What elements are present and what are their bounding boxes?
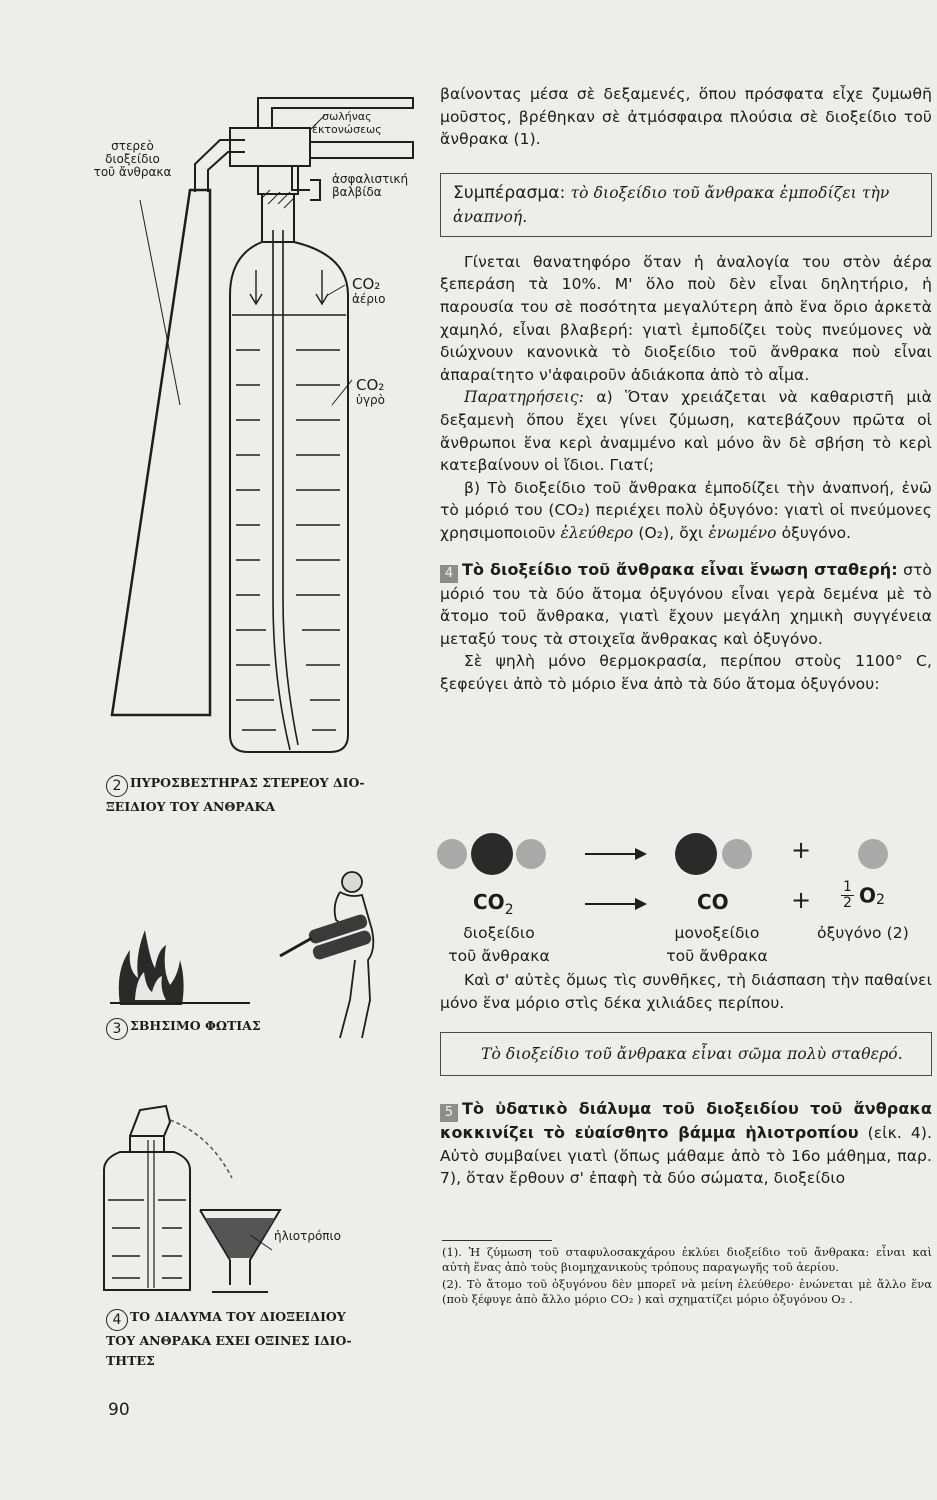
remarks-b-part3: ὀξυγόνο. (781, 523, 852, 542)
remarks-b-part1: β) Τὸ διοξείδιο τοῦ ἄνθρακα ἐμποδίζει τὴν ἀναπνοή, ἐνῶ τὸ μόριό του (CO₂) περιέχει πολὺ ὀξυγόνο: γιατὶ οἱ πνεύμονες χρησιμοποιοῦν (440, 478, 932, 542)
formula-co: CO (697, 890, 729, 914)
caption-3-number: 3 (106, 1018, 128, 1040)
formula-half-o2 (841, 880, 885, 911)
caption-4-text-l1: ΤΟ ΔΙΑΛΥΜΑ ΤΟΥ ΔΙΟΞΕΙΔΙΟΥ (130, 1309, 346, 1324)
label-litmus: ἡλιοτρόπιο (274, 1229, 341, 1243)
caption-figure-2 (106, 773, 426, 817)
label-discharge-tube (312, 110, 382, 136)
paragraph-6: Καὶ σ' αὐτὲς ὅμως τὶς συνθῆκες, τὴ διάσπαση τὴν παθαίνει μόνο ἕνα μόριο στὶς δέκα χιλιάδες περίπου. (440, 971, 932, 1012)
remarks-a: α) Ὅταν χρειάζεται νὰ καθαριστῆ μιὰ δεξαμενὴ ὅπου ἔχει γίνει ζύμωση, κατεβάζουν πρῶτα οἱ ἄνθρωποι ἕνα κερὶ ἀναμμένο καὶ μόνο ἂν δὲ σβήση τὸ κερὶ κατεβαίνουν οἱ ἴδιοι. Γιατί; (440, 388, 932, 475)
text-column (440, 83, 932, 695)
fraction-numerator: 1 (843, 879, 852, 895)
name-co2-l1: διοξείδιο (463, 924, 535, 942)
equation-arrow-2 (583, 894, 653, 914)
formula-co2-main: CO (473, 890, 505, 914)
remarks-b-combined: ἑνωμένο (708, 523, 777, 542)
section-5-body: Αὐτὸ συμβαίνει γιατὶ (ὅπως μάθαμε ἀπὸ τὸ 16ο μάθημα, παρ. 7), ὅταν ἔρθουν σ' ἐπαφὴ τὰ δύο σώματα, διοξείδιο (440, 1146, 932, 1188)
caption-3-text: ΣΒΗΣΙΜΟ ΦΩΤΙΑΣ (130, 1018, 261, 1033)
carbon-atom (675, 833, 717, 875)
paragraph-5: Σὲ ψηλὴ μόνο θερμοκρασία, περίπου στοὺς 1100° C, ξεφεύγει ἀπὸ τὸ μόριο ἕνα ἀπὸ τὰ δύο ἄτομα ὀξυγόνου: (440, 652, 932, 693)
caption-4-text-l2: ΤΟΥ ΑΝΘΡΑΚΑ ΕΧΕΙ ΟΞΙΝΕΣ ΙΔΙΟ- (106, 1333, 352, 1348)
formula-o2-sub: 2 (876, 892, 885, 909)
label-solid-co2-l1: στερεὸ (111, 139, 154, 153)
equation-plus-2: + (791, 886, 812, 914)
oxygen-atom (516, 839, 546, 869)
label-solid-co2 (80, 140, 185, 179)
name-co-l2: τοῦ ἄνθρακα (666, 946, 768, 965)
section-5-number: 5 (440, 1104, 458, 1122)
fraction-half (841, 880, 854, 911)
figure-litmus-siphon (100, 1100, 400, 1300)
stability-box: Τὸ διοξείδιο τοῦ ἄνθρακα εἶναι σῶμα πολὺ σταθερό. (440, 1032, 932, 1076)
section-4-number: 4 (440, 565, 458, 583)
remarks-heading: Παρατηρήσεις: (464, 388, 585, 407)
formula-o2-main: O (859, 883, 877, 908)
footnote-rule (442, 1240, 552, 1241)
caption-figure-4 (106, 1307, 426, 1371)
paragraph-1: βαίνοντας μέσα σὲ δεξαμενές, ὅπου πρόσφατα εἶχε ζυμωθῆ μοῦστος, βρέθηκαν σὲ ἀτμόσφαιρα πλούσια σὲ διοξείδιο τοῦ ἄνθρακα (1). (440, 85, 932, 149)
section-4-heading: Τὸ διοξείδιο τοῦ ἄνθρακα εἶναι ἕνωση σταθερή: (462, 559, 898, 579)
section-5-ref: (εἰκ. 4). (867, 1124, 932, 1143)
label-liquid-l1: CO₂ (356, 376, 385, 394)
paragraph-2: Γίνεται θανατηφόρο ὅταν ἡ ἀναλογία του στὸν ἀέρα ξεπεράση τὰ 10%. Μ' ὅλο ποὺ δὲν εἶναι δηλητήριο, ἡ παρουσία του σὲ ποσότητα μεγαλύτερη ἀπὸ ἕνα ὅριο ἀρκετὰ χαμηλό, εἶναι βλαβερή: γιατὶ ἐμποδίζει τοὺς πνεύμονες νὰ διώχνουν κανονικὰ τὸ διοξείδιο τοῦ ἄνθρακα ποὺ εἶναι ἀπαραίτητο ν'ἀφαιροῦν ἀδιάκοπα ἀπὸ τὸ αἷμα. (440, 252, 932, 384)
fraction-denominator: 2 (843, 895, 852, 911)
label-gas-l1: CO₂ (352, 275, 381, 293)
oxygen-atom (858, 839, 888, 869)
remarks-b-free: ἐλεύθερο (560, 523, 634, 542)
conclusion-text: τὸ διοξείδιο τοῦ ἄνθρακα ἐμποδίζει τὴν ἀναπνοή. (453, 183, 890, 226)
name-co2-l2: τοῦ ἄνθρακα (448, 946, 550, 965)
footnote-1: (1). Ἡ ζύμωση τοῦ σταφυλοσακχάρου ἐκλύει διοξείδιο τοῦ ἄνθρακα: εἶναι καὶ αὐτὴ ἕνας ἀπὸ τοὺς βιομηχανικοὺς τρόπους παραγωγῆς τοῦ ἀερίου. (442, 1245, 932, 1274)
label-gas-l2: ἀέριο (352, 292, 386, 306)
caption-4-text-l3: ΤΗΤΕΣ (106, 1353, 155, 1368)
conclusion-box (440, 173, 932, 237)
oxygen-atom (437, 839, 467, 869)
paragraph-3 (440, 386, 932, 476)
text-column-lower (440, 969, 932, 1190)
caption-2-text-l1: ΠΥΡΟΣΒΕΣΤΗΡΑΣ ΣΤΕΡΕΟΥ ΔΙΟ- (130, 775, 365, 790)
caption-4-line1 (106, 1307, 426, 1331)
formula-co2-sub: 2 (504, 902, 514, 918)
label-solid-co2-l2: διοξείδιο (105, 152, 160, 166)
equation-plus-1: + (791, 836, 812, 864)
caption-2-number: 2 (106, 775, 128, 797)
label-safety-valve (332, 173, 408, 199)
label-co2-liquid (356, 377, 385, 407)
oxygen-atom (722, 839, 752, 869)
label-co2-gas (352, 276, 385, 306)
section-4 (440, 559, 932, 651)
label-liquid-l2: ὑγρὸ (356, 393, 386, 407)
section-5 (440, 1098, 932, 1190)
name-co-l1: μονοξείδιο (674, 924, 760, 942)
paragraph-4 (440, 477, 932, 545)
label-valve-l2: βαλβίδα (332, 185, 382, 199)
label-valve-l1: ἀσφαλιστική (332, 172, 409, 186)
equation-names (435, 922, 930, 970)
caption-2-text-l2: ΞΕΙΔΙΟΥ ΤΟΥ ΑΝΘΡΑΚΑ (106, 799, 276, 814)
section-5-heading: Τὸ ὑδατικὸ διάλυμα τοῦ διοξειδίου τοῦ ἄνθρακα κοκκινίζει τὸ εὐαίσθητο βάμμα ἡλιοτροπίου (440, 1099, 932, 1143)
formula-co2 (473, 890, 514, 918)
footnotes (442, 1245, 932, 1307)
name-o2: ὀξυγόνο (2) (817, 924, 909, 942)
footnote-2: (2). Τὸ ἄτομο τοῦ ὀξυγόνου δὲν μπορεῖ νὰ μείνη ἐλεύθερο· ἑνώνεται μὲ ἄλλο ἕνα (ποὺ ξέφυγε ἀπὸ ἄλλο μόριο CO₂ ) καὶ σχηματίζει μόριο ὀξυγόνου O₂ . (442, 1277, 932, 1306)
remarks-b-part2: (O₂), ὄχι (638, 523, 704, 542)
conclusion-heading: Συμπέρασμα: (453, 182, 566, 203)
equation-formulas (435, 879, 930, 924)
figure-fire-extinguishing (100, 860, 420, 1040)
label-tube-l1: σωλήνας (322, 110, 372, 123)
caption-2-line1 (106, 773, 426, 797)
name-co (657, 922, 777, 967)
label-tube-l2: ἐκτονώσεως (312, 123, 382, 136)
name-co2 (439, 922, 559, 967)
caption-4-number: 4 (106, 1309, 128, 1331)
page-number: 90 (108, 1400, 130, 1420)
carbon-atom (471, 833, 513, 875)
section-4-body: στὸ μόριό του τὰ δύο ἄτομα ὀξυγόνου εἶναι γερὰ δεμένα μὲ τὸ ἄτομο τοῦ ἄνθρακα, γιατὶ ἔχουν μεγάλη χημικὴ συγγένεια μεταξύ τους τὰ στοιχεῖα ἄνθρακας καὶ ὀξυγόνο. (440, 560, 933, 648)
label-solid-co2-l3: τοῦ ἄνθρακα (93, 165, 172, 179)
figure-extinguisher (70, 80, 430, 780)
caption-figure-3 (106, 1016, 261, 1040)
